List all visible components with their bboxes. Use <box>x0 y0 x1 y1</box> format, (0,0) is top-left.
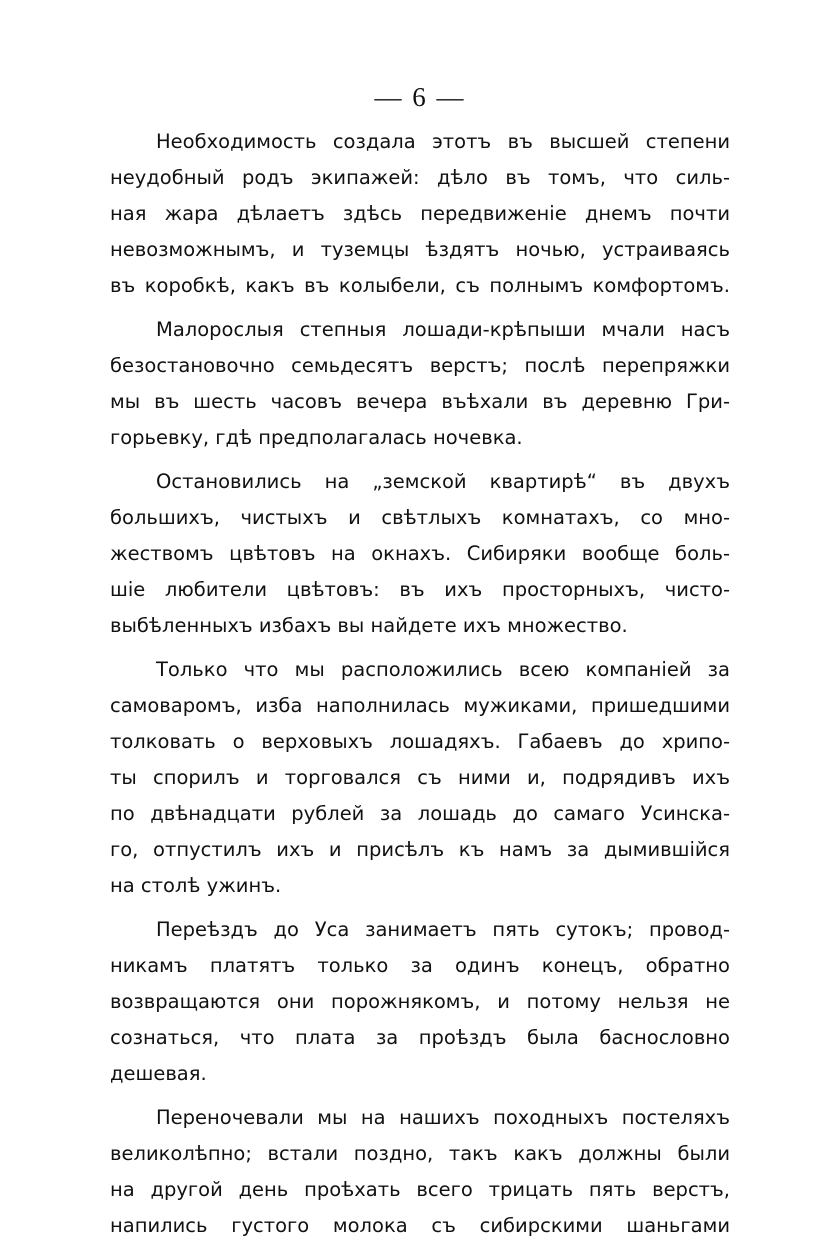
text-line: большихъ, чистыхъ и свѣтлыхъ комнатахъ, со мно- <box>110 506 730 529</box>
text-line: Только что мы расположились всею компаніей за <box>156 658 730 681</box>
text-line: напились густого молока съ сибирскими шаньгами <box>110 1214 730 1237</box>
text-line: ная жара дѣлаетъ здѣсь передвиженіе днемъ почти <box>110 202 730 225</box>
text-line: сознаться, что плата за проѣздъ была баснословно <box>110 1026 730 1049</box>
text-line: Малорослыя степныя лошади-крѣпыши мчали насъ <box>156 318 730 341</box>
text-line: жествомъ цвѣтовъ на окнахъ. Сибиряки вообще боль- <box>110 542 730 565</box>
text-line: Переночевали мы на нашихъ походныхъ постеляхъ <box>156 1106 730 1129</box>
text-line: безостановочно семьдесятъ верстъ; послѣ перепряжки <box>110 354 730 377</box>
text-line: самоваромъ, изба наполнилась мужиками, пришедшими <box>110 694 730 717</box>
text-line: великолѣпно; встали поздно, такъ какъ должны были <box>110 1142 730 1165</box>
paragraph-3 <box>110 464 730 644</box>
text-line: никамъ платятъ только за одинъ конецъ, обратно <box>110 954 730 977</box>
text-line: мы въ шесть часовъ вечера въѣхали въ деревню Гри- <box>110 390 730 413</box>
text-line: на другой день проѣхать всего трицать пять верстъ, <box>110 1178 730 1201</box>
text-line: въ коробкѣ, какъ въ колыбели, съ полнымъ комфортомъ. <box>110 274 730 297</box>
paragraph-4 <box>110 652 730 904</box>
text-line: выбѣленныхъ избахъ вы найдете ихъ множество. <box>110 614 628 637</box>
text-line: на столѣ ужинъ. <box>110 874 282 897</box>
page-number: — 6 — <box>374 82 466 112</box>
paragraph-2 <box>110 312 730 456</box>
text-line: горьевку, гдѣ предполагалась ночевка. <box>110 426 523 449</box>
text-line: шіе любители цвѣтовъ: въ ихъ просторныхъ, чисто- <box>110 578 730 601</box>
body-text <box>110 124 730 1244</box>
text-line: Остановились на „земской квартирѣ“ въ двухъ <box>156 470 730 493</box>
text-line: ты спорилъ и торговался съ ними и, подрядивъ ихъ <box>110 766 730 789</box>
paragraph-6 <box>110 1100 730 1244</box>
text-line: Необходимость создала этотъ въ высшей степени <box>156 130 730 153</box>
text-line: по двѣнадцати рублей за лошадь до самаго Усинска- <box>110 802 730 825</box>
text-line: неудобный родъ экипажей: дѣло въ томъ, что силь- <box>110 166 730 189</box>
text-line: возвращаются они порожнякомъ, и потому нельзя не <box>110 990 730 1013</box>
paragraph-1 <box>110 124 730 304</box>
text-line: дешевая. <box>110 1062 207 1085</box>
text-line: го, отпустилъ ихъ и присѣлъ къ намъ за дымившійся <box>110 838 730 861</box>
paragraph-5 <box>110 912 730 1092</box>
text-line: невозможнымъ, и туземцы ѣздятъ ночью, устраиваясь <box>110 238 730 261</box>
text-line: Переѣздъ до Уса занимаетъ пять сутокъ; провод- <box>156 918 730 941</box>
text-line: толковать о верховыхъ лошадяхъ. Габаевъ до хрипо- <box>110 730 730 753</box>
